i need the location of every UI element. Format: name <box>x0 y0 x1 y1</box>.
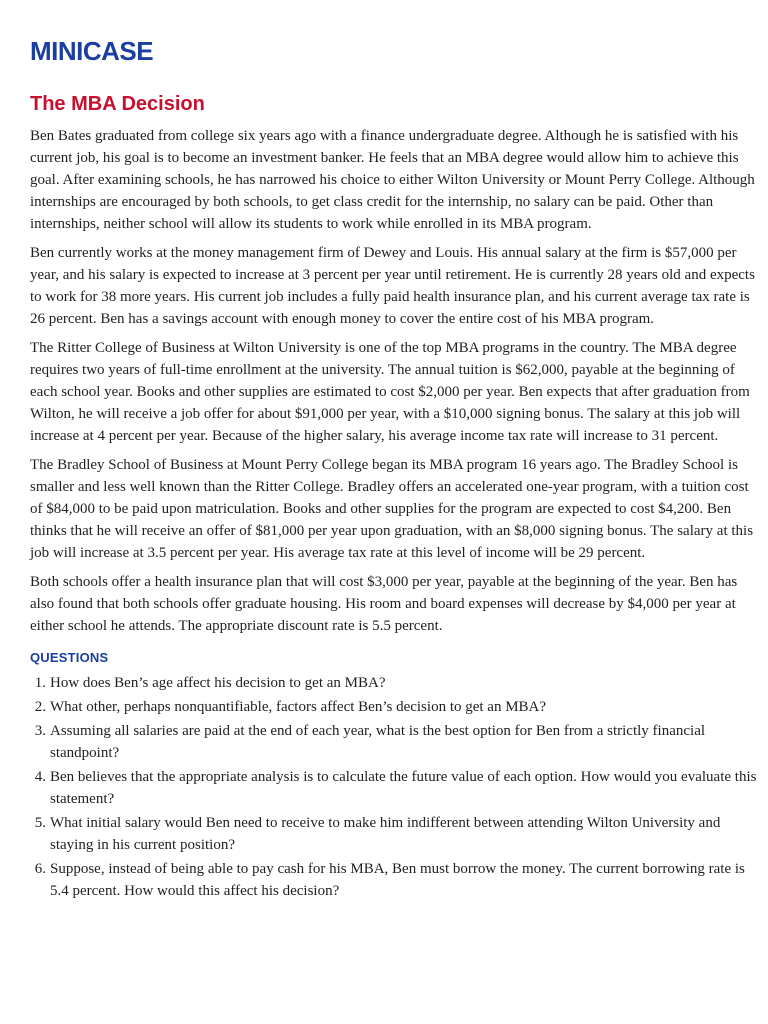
question-item <box>30 672 760 694</box>
case-paragraph-bradley-school: The Bradley School of Business at Mount Perry College began its MBA program 16 years ago. The Bradley School is smaller and less well known than the Ritter College. Bradley offers an accelerated one-year program, with a tuition cost of $84,000 to be paid upon matriculation. Books and other supplies for the program are expected to cost $4,200. Ben thinks that he will receive an offer of $81,000 per year upon graduation, with an $8,000 signing bonus. The salary at this job will increase at 3.5 percent per year. His average tax rate at this level of income will be 29 percent. <box>30 457 754 561</box>
question-item <box>30 858 760 902</box>
case-paragraph-current-job: Ben currently works at the money management firm of Dewey and Louis. His annual salary at the firm is $57,000 per year, and his salary is expected to increase at 3 percent per year until retirement. He is currently 28 years old and expects to work for 38 more years. His current job includes a fully paid health insurance plan, and his current average tax rate is 26 percent. Ben has a savings account with enough money to cover the entire cost of his MBA program. <box>30 245 755 327</box>
questions-heading: QUESTIONS <box>30 650 109 665</box>
question-item <box>30 812 760 856</box>
question-text: Ben believes that the appropriate analysis is to calculate the future value of each option. How would you evaluate this statement? <box>50 769 757 807</box>
document-page <box>30 30 760 904</box>
question-text: Assuming all salaries are paid at the end of each year, what is the best option for Ben from a strictly financial standpoint? <box>50 723 706 761</box>
question-number: 4. <box>34 769 46 785</box>
case-paragraph-shared-costs: Both schools offer a health insurance plan that will cost $3,000 per year, payable at the beginning of the year. Ben has also found that both schools offer graduate housing. His room and board expenses will decrease by $4,000 per year at either school he attends. The appropriate discount rate is 5.5 percent. <box>30 574 738 634</box>
section-kicker: MINICASE <box>30 36 154 66</box>
question-text: What other, perhaps nonquantifiable, factors affect Ben’s decision to get an MBA? <box>50 699 547 715</box>
question-number: 5. <box>34 815 46 831</box>
question-text: How does Ben’s age affect his decision to get an MBA? <box>50 675 386 691</box>
question-item <box>30 720 760 764</box>
question-number: 3. <box>34 723 46 739</box>
question-number: 2. <box>34 699 46 715</box>
question-number: 1. <box>34 675 46 691</box>
question-text: Suppose, instead of being able to pay cash for his MBA, Ben must borrow the money. The current borrowing rate is 5.4 percent. How would this affect his decision? <box>50 861 745 899</box>
question-item <box>30 696 760 718</box>
question-text: What initial salary would Ben need to receive to make him indifferent between attending Wilton University and staying in his current position? <box>50 815 721 853</box>
question-number: 6. <box>34 861 46 877</box>
case-paragraph-intro: Ben Bates graduated from college six years ago with a finance undergraduate degree. Although he is satisfied with his current job, his goal is to become an investment banker. He feels that an MBA degree would allow him to achieve this goal. After examining schools, he has narrowed his choice to either Wilton University or Mount Perry College. Although internships are encouraged by both schools, to get class credit for the internship, no salary can be paid. Other than internships, neither school will allow its students to work while enrolled in its MBA program. <box>30 128 755 232</box>
questions-list <box>30 672 760 902</box>
case-title: The MBA Decision <box>30 93 205 115</box>
case-paragraph-ritter-college: The Ritter College of Business at Wilton University is one of the top MBA programs in the country. The MBA degree requires two years of full-time enrollment at the university. The annual tuition is $62,000, payable at the beginning of each school year. Books and other supplies are estimated to cost $2,000 per year. Ben expects that after graduation from Wilton, he will receive a job offer for about $91,000 per year, with a $10,000 signing bonus. The salary at this job will increase at 4 percent per year. Because of the higher salary, his average income tax rate will increase to 31 percent. <box>30 340 750 444</box>
question-item <box>30 766 760 810</box>
